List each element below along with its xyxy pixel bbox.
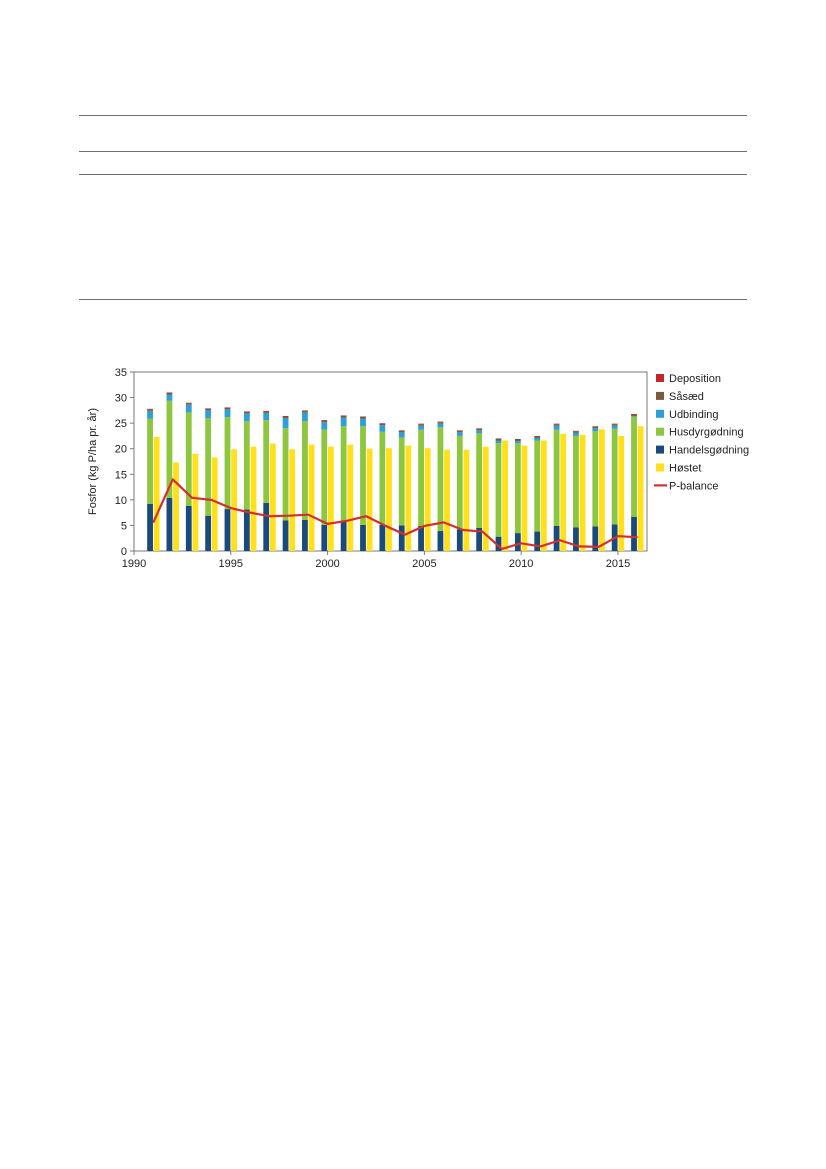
bar-hostet-1995: [231, 449, 237, 551]
bar-husdyrg-dning-2000: [321, 430, 327, 525]
bar-deposition-2002: [360, 416, 366, 417]
p-balance-point-2006: [443, 522, 444, 523]
bar-handelsg-dning-2005: [418, 526, 424, 551]
bar-deposition-2011: [534, 436, 540, 437]
bar-deposition-1995: [225, 407, 231, 408]
bar-deposition-2007: [457, 430, 463, 431]
bar-s-s-d-1994: [205, 409, 211, 411]
bar-s-s-d-1997: [263, 411, 269, 413]
bar-husdyrg-dning-2012: [554, 430, 560, 526]
bar-udbinding-2003: [379, 425, 385, 432]
bar-deposition-2008: [476, 428, 482, 429]
bar-s-s-d-2015: [612, 424, 618, 426]
bar-handelsg-dning-2016: [631, 517, 637, 551]
legend-label-h-stet: Høstet: [669, 462, 702, 475]
p-balance-point-2000: [327, 523, 328, 524]
p-balance-point-1995: [230, 507, 231, 508]
p-balance-point-2009: [501, 548, 502, 549]
bar-udbinding-2012: [554, 426, 560, 430]
bar-hostet-2010: [522, 446, 528, 551]
bar-deposition-1991: [147, 409, 153, 410]
bar-handelsg-dning-1999: [302, 520, 308, 551]
p-balance-point-1999: [308, 514, 309, 515]
p-balance-point-1993: [191, 497, 192, 498]
bar-husdyrg-dning-1996: [244, 421, 250, 509]
bar-handelsg-dning-2006: [438, 531, 444, 551]
p-balance-point-1991: [153, 522, 154, 523]
bar-handelsg-dning-2004: [399, 525, 405, 551]
p-balance-point-1997: [269, 516, 270, 517]
bar-hostet-1993: [192, 454, 198, 551]
bar-s-s-d-1999: [302, 411, 308, 413]
bar-s-s-d-2001: [341, 416, 347, 418]
bar-s-s-d-2013: [573, 431, 579, 433]
bar-udbinding-2008: [476, 430, 482, 433]
bar-hostet-1996: [251, 447, 257, 551]
bar-husdyrg-dning-1997: [263, 420, 269, 503]
bar-s-s-d-2009: [496, 439, 502, 441]
legend-label-s-s-d: Såsæd: [669, 390, 704, 403]
p-balance-point-1998: [288, 515, 289, 516]
bar-hostet-2016: [638, 426, 644, 551]
x-tick-label-1990: 1990: [121, 558, 147, 570]
bar-deposition-1998: [283, 416, 289, 417]
bar-udbinding-2004: [399, 432, 405, 437]
bar-hostet-1992: [173, 463, 179, 551]
bar-deposition-1993: [186, 403, 192, 404]
bar-deposition-1994: [205, 408, 211, 409]
legend-label-husdyrg-dning: Husdyrgødning: [669, 426, 744, 439]
bar-s-s-d-1996: [244, 412, 250, 414]
bar-hostet-2006: [444, 450, 450, 551]
p-balance-point-2003: [385, 525, 386, 526]
bar-hostet-2005: [425, 448, 431, 551]
p-balance-point-1994: [211, 499, 212, 500]
bar-udbinding-2010: [515, 441, 521, 443]
p-balance-point-2010: [521, 543, 522, 544]
bar-husdyrg-dning-2010: [515, 443, 521, 533]
p-balance-point-2005: [424, 525, 425, 526]
bar-handelsg-dning-1993: [186, 506, 192, 551]
bar-handelsg-dning-2007: [457, 530, 463, 551]
bar-husdyrg-dning-2009: [496, 443, 502, 537]
bar-deposition-2016: [631, 414, 637, 415]
legend-swatch-handelsg-dning: [656, 446, 664, 454]
bar-handelsg-dning-1997: [263, 503, 269, 551]
y-tick-label-35: 35: [114, 367, 127, 379]
bar-hostet-2011: [541, 441, 547, 551]
legend-swatch-h-stet: [656, 464, 664, 472]
bar-handelsg-dning-2001: [341, 521, 347, 551]
bar-deposition-2012: [554, 424, 560, 425]
legend-label-p-balance: P-balance: [669, 480, 719, 493]
bar-udbinding-2011: [534, 438, 540, 441]
bar-handelsg-dning-1995: [225, 509, 231, 551]
bar-husdyrg-dning-2006: [438, 427, 444, 531]
bar-husdyrg-dning-2002: [360, 426, 366, 525]
bar-s-s-d-1995: [225, 408, 231, 410]
y-tick-label-5: 5: [120, 520, 127, 533]
bar-udbinding-2000: [321, 422, 327, 430]
bar-s-s-d-2011: [534, 436, 540, 438]
bar-handelsg-dning-2012: [554, 526, 560, 551]
bar-deposition-2003: [379, 423, 385, 424]
bar-s-s-d-2006: [438, 422, 444, 424]
bar-deposition-2014: [592, 426, 598, 427]
bar-hostet-2013: [580, 435, 586, 551]
y-tick-label-0: 0: [120, 546, 127, 558]
legend-swatch-s-s-d: [656, 392, 664, 400]
bar-deposition-2015: [612, 424, 618, 425]
bar-udbinding-1998: [283, 418, 289, 428]
bar-handelsg-dning-2010: [515, 533, 521, 551]
bar-husdyrg-dning-2001: [341, 426, 347, 521]
bar-hostet-2002: [367, 449, 373, 551]
bar-hostet-1994: [212, 457, 218, 551]
bar-s-s-d-2012: [554, 424, 560, 426]
x-tick-label-2015: 2015: [605, 558, 631, 570]
bar-udbinding-2006: [438, 424, 444, 428]
y-tick-label-10: 10: [114, 494, 127, 507]
bar-handelsg-dning-1992: [167, 498, 173, 551]
p-balance-point-2012: [559, 540, 560, 541]
p-balance-point-2016: [637, 537, 638, 538]
bar-handelsg-dning-1996: [244, 510, 250, 551]
p-balance-point-2004: [404, 534, 405, 535]
bar-husdyrg-dning-1998: [283, 428, 289, 520]
x-tick-label-2010: 2010: [508, 558, 534, 570]
bar-husdyrg-dning-2004: [399, 437, 405, 525]
bar-deposition-1992: [167, 392, 173, 393]
bar-udbinding-2007: [457, 432, 463, 436]
bar-udbinding-2001: [341, 418, 347, 427]
y-tick-label-20: 20: [114, 443, 127, 456]
y-tick-label-30: 30: [114, 392, 127, 405]
p-balance-point-1992: [172, 479, 173, 480]
x-tick-label-1995: 1995: [218, 558, 244, 570]
bar-handelsg-dning-1998: [283, 520, 289, 551]
bar-deposition-1996: [244, 411, 250, 412]
bar-deposition-1997: [263, 411, 269, 412]
bar-s-s-d-2007: [457, 431, 463, 433]
y-tick-label-15: 15: [114, 469, 127, 482]
bar-udbinding-2009: [496, 441, 502, 444]
bar-s-s-d-2003: [379, 424, 385, 426]
bar-handelsg-dning-2000: [321, 525, 327, 551]
x-tick-label-2005: 2005: [412, 558, 437, 570]
bar-handelsg-dning-2002: [360, 525, 366, 551]
bar-hostet-2014: [599, 429, 605, 551]
bar-husdyrg-dning-2011: [534, 441, 540, 532]
p-balance-point-2007: [462, 529, 463, 530]
bar-udbinding-1994: [205, 410, 211, 418]
legend-swatch-deposition: [656, 374, 664, 382]
bar-handelsg-dning-1991: [147, 504, 153, 551]
legend: [654, 373, 749, 492]
p-balance-point-2001: [346, 520, 347, 521]
bar-udbinding-1993: [186, 405, 192, 413]
bar-s-s-d-2010: [515, 440, 521, 442]
bar-deposition-2005: [418, 424, 424, 425]
legend-label-udbinding: Udbinding: [669, 408, 719, 421]
bar-hostet-2000: [328, 447, 334, 551]
bar-udbinding-1992: [167, 395, 173, 401]
bar-husdyrg-dning-2008: [476, 433, 482, 528]
bar-s-s-d-1998: [283, 416, 289, 418]
bar-udbinding-2016: [631, 416, 637, 417]
bar-hostet-1997: [270, 444, 276, 551]
p-balance-point-1996: [250, 512, 251, 513]
legend-swatch-udbinding: [656, 410, 664, 418]
bar-hostet-2009: [502, 441, 508, 551]
x-tick-label-2000: 2000: [315, 558, 340, 570]
bar-s-s-d-2016: [631, 414, 637, 416]
bar-hostet-2015: [618, 436, 624, 551]
bar-deposition-1999: [302, 410, 308, 411]
bar-udbinding-1991: [147, 411, 153, 419]
bar-udbinding-2015: [612, 426, 618, 429]
bar-deposition-2009: [496, 438, 502, 439]
p-balance-point-2013: [579, 546, 580, 547]
bar-husdyrg-dning-2013: [573, 436, 579, 528]
p-balance-point-2015: [617, 536, 618, 537]
bar-husdyrg-dning-1999: [302, 421, 308, 520]
bar-husdyrg-dning-2015: [612, 429, 618, 525]
bar-udbinding-2002: [360, 419, 366, 427]
bar-udbinding-2005: [418, 426, 424, 430]
bar-hostet-1998: [289, 449, 295, 551]
bar-deposition-2013: [573, 431, 579, 432]
bar-deposition-2010: [515, 439, 521, 440]
p-balance-point-2011: [540, 546, 541, 547]
bar-handelsg-dning-2003: [379, 525, 385, 551]
p-balance-point-2014: [598, 546, 599, 547]
bar-hostet-2003: [386, 448, 392, 551]
bar-udbinding-2013: [573, 433, 579, 436]
bar-husdyrg-dning-2005: [418, 430, 424, 526]
bar-husdyrg-dning-1994: [205, 418, 211, 516]
bar-udbinding-1999: [302, 412, 308, 421]
bar-husdyrg-dning-2003: [379, 432, 385, 525]
bar-hostet-1991: [154, 437, 160, 551]
bar-deposition-2000: [321, 420, 327, 421]
bar-s-s-d-1992: [167, 393, 173, 395]
y-tick-label-25: 25: [114, 418, 127, 431]
bar-handelsg-dning-2011: [534, 532, 540, 551]
bar-s-s-d-2005: [418, 424, 424, 426]
bar-deposition-2004: [399, 430, 405, 431]
bar-deposition-2006: [438, 422, 444, 423]
p-balance-point-2008: [482, 531, 483, 532]
bar-husdyrg-dning-1991: [147, 419, 153, 504]
bar-s-s-d-2000: [321, 421, 327, 423]
p-balance-point-2002: [366, 516, 367, 517]
bar-hostet-2001: [347, 445, 353, 551]
bar-s-s-d-2004: [399, 431, 405, 433]
bar-s-s-d-2014: [592, 427, 598, 429]
bar-handelsg-dning-1994: [205, 516, 211, 551]
legend-label-deposition: Deposition: [669, 373, 721, 385]
bar-hostet-1999: [309, 445, 315, 551]
legend-swatch-husdyrg-dning: [656, 428, 664, 436]
bar-s-s-d-1993: [186, 403, 192, 405]
bar-husdyrg-dning-2014: [592, 431, 598, 526]
bar-s-s-d-2008: [476, 429, 482, 431]
bar-husdyrg-dning-1995: [225, 417, 231, 509]
bar-udbinding-1997: [263, 413, 269, 420]
legend-label-handelsg-dning: Handelsgødning: [669, 444, 750, 457]
bar-s-s-d-1991: [147, 409, 153, 411]
y-axis-title: Fosfor (kg P/ha pr. år): [87, 408, 99, 515]
bar-s-s-d-2002: [360, 417, 366, 419]
bar-husdyrg-dning-2007: [457, 436, 463, 530]
bar-deposition-2001: [341, 415, 347, 416]
bar-handelsg-dning-2013: [573, 527, 579, 551]
bar-udbinding-2014: [592, 428, 598, 431]
bar-udbinding-1995: [225, 409, 231, 417]
bar-hostet-2007: [463, 450, 469, 551]
bar-udbinding-1996: [244, 413, 250, 421]
bar-hostet-2012: [560, 434, 566, 551]
bar-husdyrg-dning-2016: [631, 416, 637, 516]
